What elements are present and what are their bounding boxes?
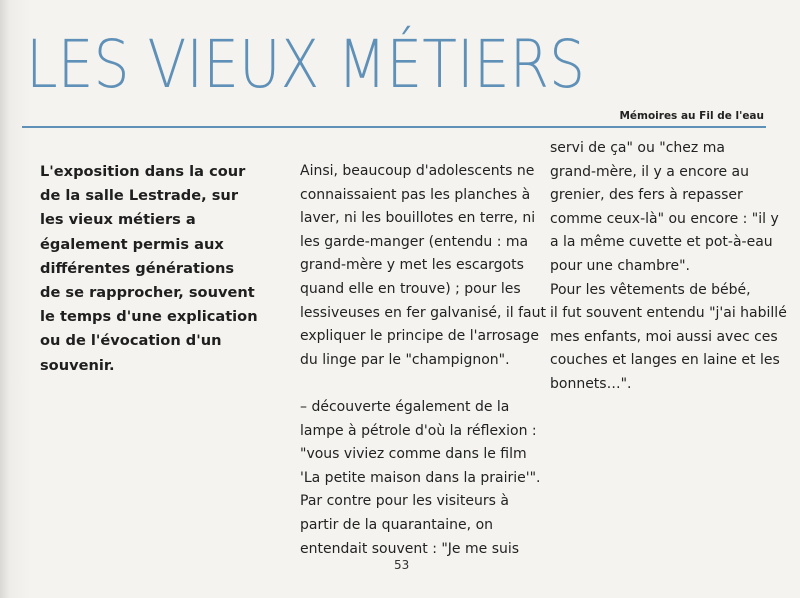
body-line: entendait souvent : "Je me suis: [300, 540, 520, 557]
body-line: servi de ça" ou "chez ma: [550, 140, 725, 156]
body-line: lampe à pétrole d'où la réflexion :: [300, 422, 537, 439]
body-line: il fut souvent entendu "j'ai habillé: [550, 305, 787, 322]
body-line: 'La petite maison dans la prairie'".: [300, 469, 541, 486]
body-line: pour une chambre".: [550, 257, 690, 274]
body-line: expliquer le principe de l'arrosage: [300, 328, 539, 345]
body-line: les garde-manger (entendu : ma: [300, 233, 529, 250]
intro-line: différentes générations: [40, 259, 235, 277]
body-line: a la même cuvette et pot-à-eau: [550, 234, 773, 251]
section-subtitle: Mémoires au Fil de l'eau: [619, 110, 764, 122]
body-line: connaissaient pas les planches à: [300, 186, 531, 203]
intro-line: le temps d'une explication: [40, 308, 258, 326]
page-title: LES VIEUX MÉTIERS: [26, 26, 586, 103]
body-line: Pour les vêtements de bébé,: [550, 281, 751, 298]
body-line: du linge par le "champignon".: [300, 351, 510, 368]
body-line: bonnets…".: [550, 375, 632, 392]
intro-line: les vieux métiers a: [40, 211, 196, 229]
body-line: Ainsi, beaucoup d'adolescents ne: [300, 163, 535, 179]
page-number: 53: [394, 558, 410, 572]
body-line: laver, ni les bouillotes en terre, ni: [300, 210, 536, 227]
body-line: mes enfants, moi aussi avec ces: [550, 328, 778, 345]
intro-line: de la salle Lestrade, sur: [40, 187, 239, 205]
body-line: comme ceux-là" ou encore : "il y: [550, 210, 779, 227]
paragraph-gap: [300, 372, 540, 396]
body-line: couches et langes en laine et les: [550, 352, 780, 369]
body-line: "vous viviez comme dans le film: [300, 446, 527, 463]
body-column-3: [550, 137, 787, 397]
body-line: partir de la quarantaine, on: [300, 516, 494, 533]
intro-line: L'exposition dans la cour: [40, 163, 246, 180]
intro-paragraph: [40, 160, 280, 378]
intro-line: de se rapprocher, souvent: [40, 284, 255, 302]
intro-line: souvenir.: [40, 356, 115, 374]
body-line: – découverte également de la: [300, 398, 510, 415]
body-line: quand elle en trouve) ; pour les: [300, 280, 521, 297]
intro-line: ou de l'évocation d'un: [40, 332, 222, 350]
body-line: Par contre pour les visiteurs à: [300, 493, 509, 510]
title-rule: [22, 126, 766, 128]
intro-line: également permis aux: [40, 235, 224, 253]
body-line: lessiveuses en fer galvanisé, il faut: [300, 304, 546, 321]
body-line: grand-mère y met les escargots: [300, 257, 524, 274]
body-line: grenier, des fers à repasser: [550, 187, 743, 204]
body-line: grand-mère, il y a encore au: [550, 163, 749, 180]
body-column-2: [300, 160, 546, 561]
